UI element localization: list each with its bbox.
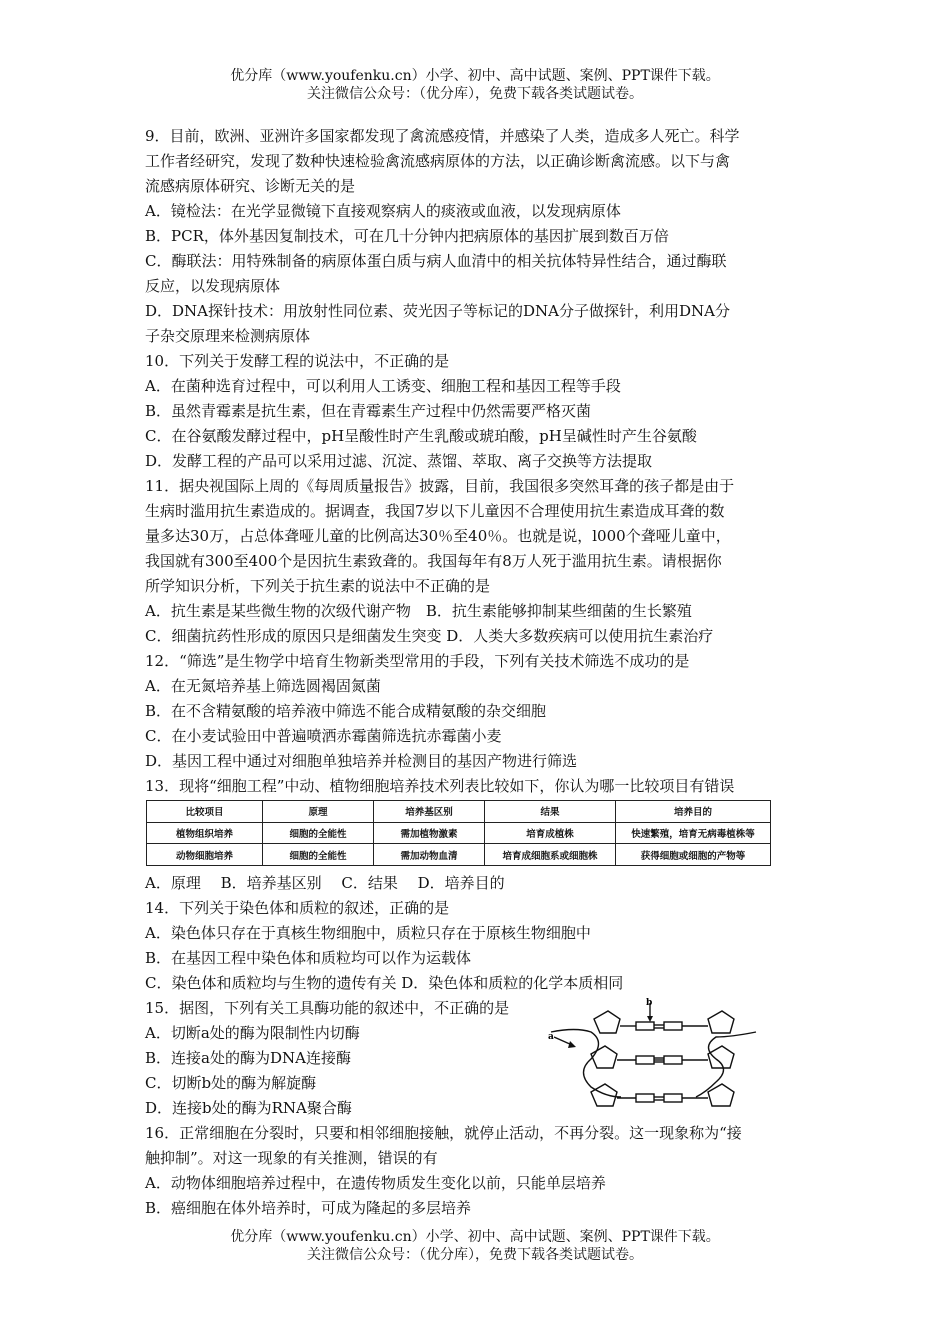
table-cell: 培育成植株: [485, 822, 616, 844]
header-line-1: 优分库（www.youfenku.cn）小学、初中、高中试题、案例、PPT课件下载。: [230, 68, 720, 84]
q16-stem-cont: 触抑制”。对这一现象的有关推测，错误的有: [145, 1149, 438, 1167]
footer-line-1: 优分库（www.youfenku.cn）小学、初中、高中试题、案例、PPT课件下载。: [230, 1229, 720, 1245]
q10-option-d: D．发酵工程的产品可以采用过滤、沉淀、蒸馏、萃取、离子交换等方法提取: [145, 452, 653, 470]
q11-stem: 量多达30万，占总体聋哑儿童的比例高达30％至40％。也就是说，l000个聋哑儿童中，: [145, 527, 731, 545]
q11-stem: 所学知识分析，下列关于抗生素的说法中不正确的是: [145, 577, 491, 595]
q10-option-b: B．虽然青霉素是抗生素，但在青霉素生产过程中仍然需要严格灭菌: [145, 402, 592, 420]
q9-line: 9．目前，欧洲、亚洲许多国家都发现了禽流感疫情，并感染了人类，造成多人死亡。科学: [145, 127, 740, 145]
q9-option-c: C．酶联法：用特殊制备的病原体蛋白质与病人血清中的相关抗体特异性结合，通过酶联: [145, 252, 727, 270]
q12-option-a: A．在无氮培养基上筛选圆褐固氮菌: [145, 677, 381, 695]
q13-options: A．原理 B．培养基区别 C．结果 D．培养目的: [145, 874, 505, 892]
q15-option-b: B．连接a处的酶为DNA连接酶: [145, 1049, 351, 1067]
footer-line-2: 关注微信公众号：（优分库），免费下载各类试题试卷。: [307, 1247, 643, 1263]
table-cell: 需加植物激素: [374, 822, 485, 844]
q9-line: 工作者经研究，发现了数种快速检验禽流感病原体的方法，以正确诊断禽流感。以下与禽: [145, 152, 731, 170]
q9-option-a: A．镜检法：在光学显微镜下直接观察病人的痰液或血液，以发现病原体: [145, 202, 621, 220]
q11-stem: 11．据央视国际上周的《每周质量报告》披露，目前，我国很多突然耳聋的孩子都是由于: [145, 477, 735, 495]
table-cell: 细胞的全能性: [263, 844, 374, 866]
base-rect: [664, 1056, 682, 1064]
base-rect: [664, 1022, 682, 1030]
q12-option-d: D．基因工程中通过对细胞单独培养并检测目的基因产物进行筛选: [145, 752, 578, 770]
q11-stem: 生病时滥用抗生素造成的。据调查，我国7岁以下儿童因不合理使用抗生素造成耳聋的数: [145, 502, 725, 520]
table-header-cell: 培养基区别: [374, 801, 485, 823]
table-header-cell: 结果: [485, 801, 616, 823]
table-cell: 快速繁殖，培育无病毒植株等: [616, 822, 771, 844]
table-header-cell: 比较项目: [147, 801, 263, 823]
table-header-row: [147, 801, 771, 823]
base-rect: [664, 1094, 682, 1102]
q12-option-c: C．在小麦试验田中普遍喷洒赤霉菌筛选抗赤霉菌小麦: [145, 727, 502, 745]
deoxyribose-shape: [591, 1084, 617, 1106]
q9-option-d-cont: 子杂交原理来检测病原体: [145, 327, 311, 345]
q10-stem: 10．下列关于发酵工程的说法中，不正确的是: [145, 352, 450, 370]
q11-options-cd: C．细菌抗药性形成的原因只是细菌发生突变 D．人类大多数疾病可以使用抗生素治疗: [145, 627, 714, 645]
q16-option-a: A．动物体细胞培养过程中，在遗传物质发生变化以前，只能单层培养: [145, 1174, 606, 1192]
arrowhead-b: [647, 1016, 653, 1022]
table-cell: 培育成细胞系或细胞株: [485, 844, 616, 866]
q11-options-ab: A．抗生素是某些微生物的次级代谢产物 B．抗生素能够抑制某些细菌的生长繁殖: [145, 602, 692, 620]
base-rect: [636, 1094, 654, 1102]
q16-stem: 16．正常细胞在分裂时，只要和相邻细胞接触，就停止活动，不再分裂。这一现象称为“接: [145, 1124, 742, 1142]
q15-option-d: D．连接b处的酶为RNA聚合酶: [145, 1099, 352, 1117]
q11-stem: 我国就有300至400个是因抗生素致聋的。我国每年有8万人死于滥用抗生素。请根据你: [145, 552, 722, 570]
q14-options-cd: C．染色体和质粒均与生物的遗传有关 D．染色体和质粒的化学本质相同: [145, 974, 624, 992]
table-header-cell: 原理: [263, 801, 374, 823]
table-cell: 细胞的全能性: [263, 822, 374, 844]
q14-option-a: A．染色体只存在于真核生物细胞中，质粒只存在于原核生物细胞中: [145, 924, 591, 942]
q12-stem: 12．“筛选”是生物学中培育生物新类型常用的手段，下列有关技术筛选不成功的是: [145, 652, 690, 670]
q14-option-b: B．在基因工程中染色体和质粒均可以作为运载体: [145, 949, 472, 967]
header-line-2: 关注微信公众号：（优分库），免费下载各类试题试卷。: [307, 86, 643, 102]
q9-option-b: B．PCR，体外基因复制技术，可在几十分钟内把病原体的基因扩展到数百万倍: [145, 227, 669, 245]
label-b: b: [646, 998, 653, 1008]
q15-stem: 15．据图，下列有关工具酶功能的叙述中，不正确的是: [145, 999, 510, 1017]
deoxyribose-shape: [708, 1084, 734, 1106]
table-cell: 需加动物血清: [374, 844, 485, 866]
q15-option-a: A．切断a处的酶为限制性内切酶: [145, 1024, 360, 1042]
table-cell: 植物组织培养: [147, 822, 263, 844]
q12-option-b: B．在不含精氨酸的培养液中筛选不能合成精氨酸的杂交细胞: [145, 702, 547, 720]
deoxyribose-shape: [708, 1046, 734, 1068]
q10-option-c: C．在谷氨酸发酵过程中，pH呈酸性时产生乳酸或琥珀酸，pH呈碱性时产生谷氨酸: [145, 427, 697, 445]
table-row: [147, 822, 771, 844]
q16-option-b: B．癌细胞在体外培养时，可成为隆起的多层培养: [145, 1199, 472, 1217]
deoxyribose-shape: [594, 1011, 620, 1033]
q14-stem: 14．下列关于染色体和质粒的叙述，正确的是: [145, 899, 450, 917]
deoxyribose-shape: [708, 1011, 734, 1033]
q9-line: 流感病原体研究、诊断无关的是: [145, 177, 356, 195]
q13-stem: 13．现将“细胞工程”中动、植物细胞培养技术列表比较如下，你认为哪一比较项目有错误: [145, 777, 735, 795]
base-rect: [636, 1022, 654, 1030]
table-row: [147, 844, 771, 866]
q10-option-a: A．在菌种选育过程中，可以利用人工诱变、细胞工程和基因工程等手段: [145, 377, 621, 395]
base-rect: [636, 1056, 654, 1064]
table-cell: 动物细胞培养: [147, 844, 263, 866]
dna-structure-diagram: [546, 997, 776, 1117]
label-a: a: [548, 1032, 554, 1042]
table-header-cell: 培养目的: [616, 801, 771, 823]
q15-option-c: C．切断b处的酶为解旋酶: [145, 1074, 317, 1092]
q9-option-c-cont: 反应，以发现病原体: [145, 277, 281, 295]
comparison-table: [146, 800, 771, 866]
q9-option-d: D．DNA探针技术：用放射性同位素、荧光因子等标记的DNA分子做探针，利用DNA分: [145, 302, 730, 320]
table-cell: 获得细胞或细胞的产物等: [616, 844, 771, 866]
arrowhead-a: [568, 1041, 576, 1048]
deoxyribose-shape: [591, 1046, 617, 1068]
